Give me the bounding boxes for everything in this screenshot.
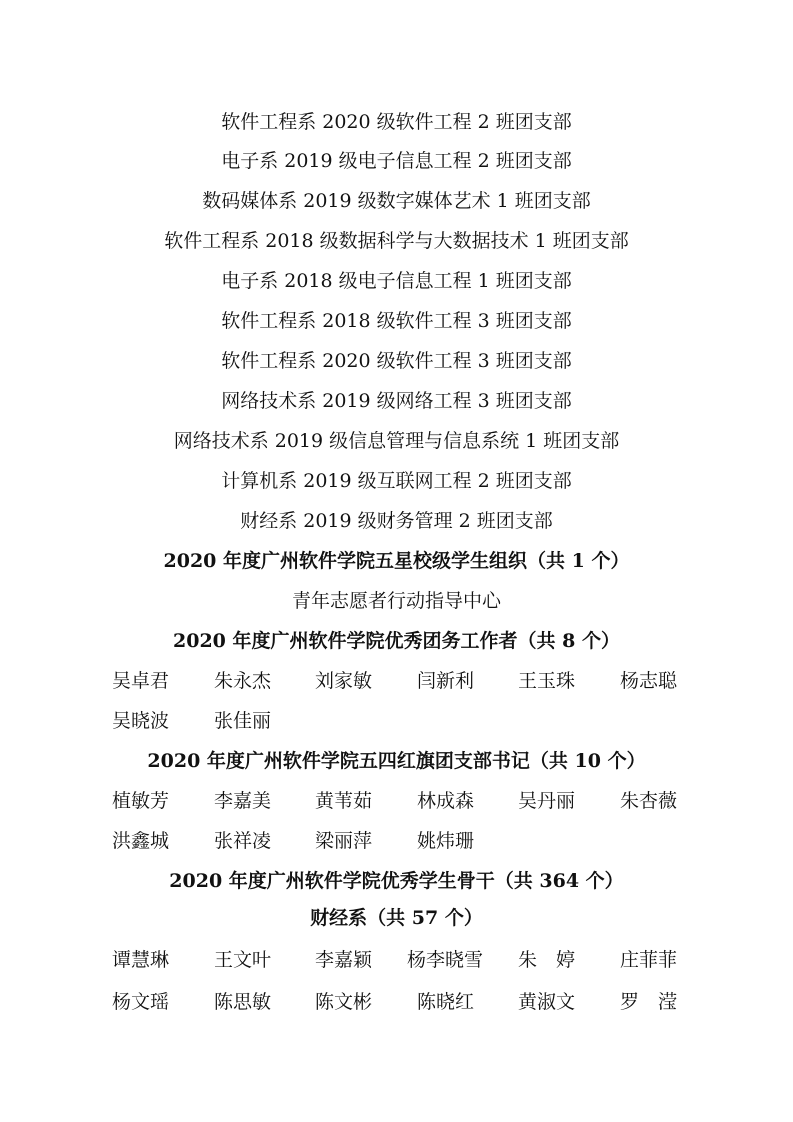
person-name: 罗 滢 bbox=[620, 991, 678, 1013]
worker-heading: 2020 年度广州软件学院优秀团务工作者（共 8 个） bbox=[173, 630, 620, 652]
person-name: 梁丽萍 bbox=[315, 830, 373, 852]
five-star-item: 青年志愿者行动指导中心 bbox=[291, 590, 501, 612]
secretary-heading: 2020 年度广州软件学院五四红旗团支部书记（共 10 个） bbox=[147, 750, 646, 772]
person-name: 陈思敏 bbox=[214, 991, 272, 1013]
branch-item: 电子系 2019 级电子信息工程 2 班团支部 bbox=[221, 150, 572, 172]
person-name: 黄苇茹 bbox=[315, 790, 373, 812]
branch-item: 软件工程系 2020 级软件工程 3 班团支部 bbox=[221, 350, 572, 372]
branch-item: 电子系 2018 级电子信息工程 1 班团支部 bbox=[221, 270, 572, 292]
person-name: 陈晓红 bbox=[417, 991, 475, 1013]
person-name: 洪鑫城 bbox=[112, 830, 170, 852]
person-name: 杨志聪 bbox=[620, 670, 678, 692]
person-name: 王文叶 bbox=[214, 949, 272, 971]
person-name: 朱永杰 bbox=[214, 670, 272, 692]
person-name: 杨李晓雪 bbox=[407, 949, 484, 971]
person-name: 朱 婷 bbox=[518, 949, 576, 971]
person-name: 黄淑文 bbox=[518, 991, 576, 1013]
person-name: 闫新利 bbox=[417, 670, 475, 692]
person-name: 植敏芳 bbox=[112, 790, 170, 812]
branch-item: 计算机系 2019 级互联网工程 2 班团支部 bbox=[221, 470, 572, 492]
person-name: 杨文瑶 bbox=[112, 991, 170, 1013]
backbone-names-row-2 bbox=[0, 990, 793, 1016]
branch-item: 数码媒体系 2019 级数字媒体艺术 1 班团支部 bbox=[202, 190, 591, 212]
person-name: 庄菲菲 bbox=[620, 949, 678, 971]
person-name: 李嘉颖 bbox=[315, 949, 373, 971]
person-name: 谭慧琳 bbox=[112, 949, 170, 971]
branch-item: 网络技术系 2019 级网络工程 3 班团支部 bbox=[221, 390, 572, 412]
backbone-heading: 2020 年度广州软件学院优秀学生骨干（共 364 个） bbox=[169, 870, 624, 892]
worker-names-row-1 bbox=[0, 669, 793, 695]
person-name: 陈文彬 bbox=[315, 991, 373, 1013]
branch-item: 财经系 2019 级财务管理 2 班团支部 bbox=[240, 510, 553, 532]
person-name: 刘家敏 bbox=[315, 670, 373, 692]
branch-item: 网络技术系 2019 级信息管理与信息系统 1 班团支部 bbox=[173, 430, 620, 452]
secretary-names-row-1 bbox=[0, 789, 793, 815]
branch-item: 软件工程系 2018 级软件工程 3 班团支部 bbox=[221, 310, 572, 332]
person-name: 林成森 bbox=[417, 790, 475, 812]
branch-item: 软件工程系 2018 级数据科学与大数据技术 1 班团支部 bbox=[164, 230, 629, 252]
person-name: 吴晓波 bbox=[112, 710, 170, 732]
person-name: 姚炜珊 bbox=[417, 830, 475, 852]
person-name: 吴卓君 bbox=[112, 670, 170, 692]
person-name: 朱杏薇 bbox=[620, 790, 678, 812]
branch-item: 软件工程系 2020 级软件工程 2 班团支部 bbox=[221, 111, 572, 133]
person-name: 吴丹丽 bbox=[518, 790, 576, 812]
person-name: 李嘉美 bbox=[214, 790, 272, 812]
five-star-heading: 2020 年度广州软件学院五星校级学生组织（共 1 个） bbox=[163, 550, 630, 572]
backbone-subheading: 财经系（共 57 个） bbox=[310, 907, 483, 929]
secretary-names-row-2 bbox=[0, 829, 793, 855]
backbone-names-row-1 bbox=[0, 948, 793, 974]
person-name: 王玉珠 bbox=[518, 670, 576, 692]
person-name: 张佳丽 bbox=[214, 710, 272, 732]
worker-names-row-2 bbox=[0, 709, 793, 735]
person-name: 张祥凌 bbox=[214, 830, 272, 852]
